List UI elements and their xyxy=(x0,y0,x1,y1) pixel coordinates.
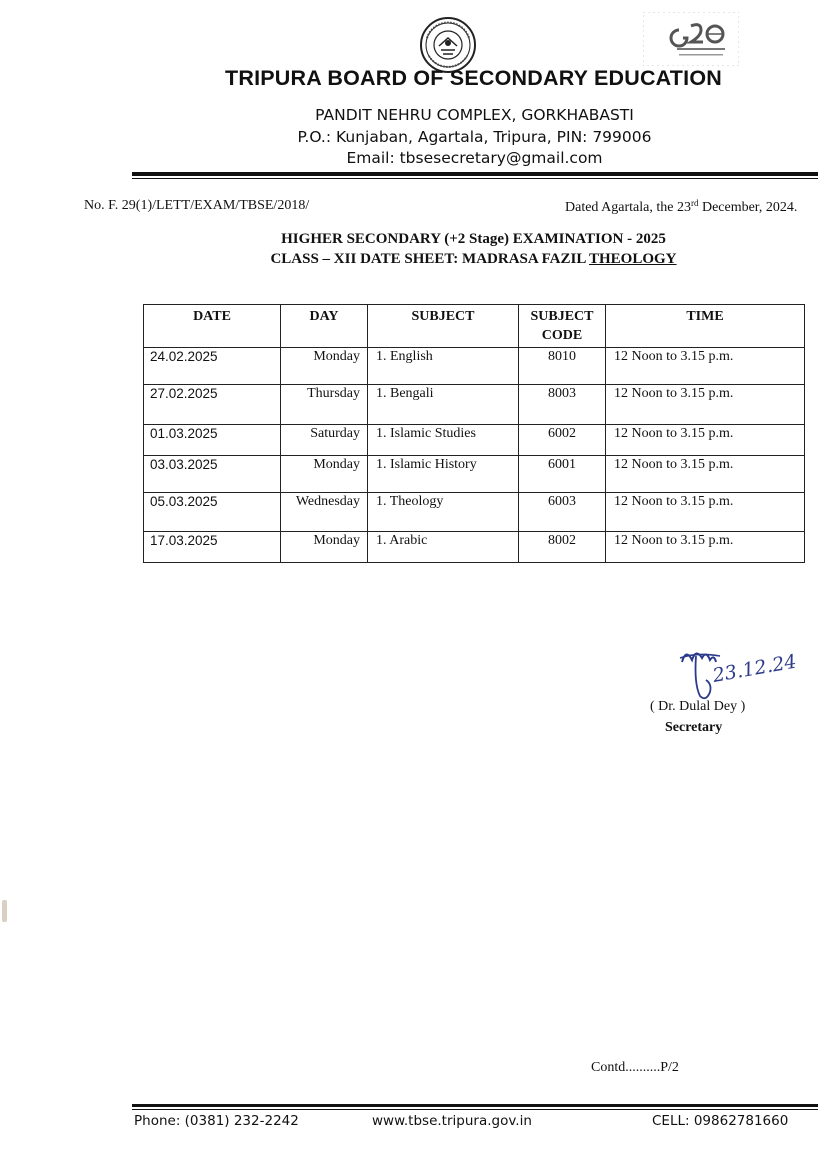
cell-subject: 1. Arabic xyxy=(368,532,519,563)
cell-time: 12 Noon to 3.15 p.m. xyxy=(606,532,805,563)
table-row xyxy=(144,456,805,493)
cell-date: 27.02.2025 xyxy=(144,385,281,425)
cell-code: 6001 xyxy=(519,456,606,493)
header-code-line2: CODE xyxy=(541,328,583,343)
footer-website: www.tbse.tripura.gov.in xyxy=(372,1113,532,1129)
cell-code: 8002 xyxy=(519,532,606,563)
table-row xyxy=(144,532,805,563)
footer-phone: Phone: (0381) 232-2242 xyxy=(134,1113,299,1129)
cell-time: 12 Noon to 3.15 p.m. xyxy=(606,385,805,425)
g20-logo-icon xyxy=(643,12,739,66)
header-subject-code xyxy=(519,305,606,348)
cell-day: Saturday xyxy=(281,425,368,456)
cell-time: 12 Noon to 3.15 p.m. xyxy=(606,456,805,493)
scan-edge-mark xyxy=(2,900,7,922)
date-sheet-heading xyxy=(0,251,827,268)
header-time: TIME xyxy=(606,305,805,348)
cell-time: 12 Noon to 3.15 p.m. xyxy=(606,493,805,532)
handwritten-signature xyxy=(676,644,806,704)
address-line-1: PANDIT NEHRU COMPLEX, GORKHABASTI xyxy=(315,106,634,124)
table-row xyxy=(144,348,805,385)
header-date: DATE xyxy=(144,305,281,348)
cell-time: 12 Noon to 3.15 p.m. xyxy=(606,348,805,385)
cell-subject: 1. Theology xyxy=(368,493,519,532)
signatory-name: ( Dr. Dulal Dey ) xyxy=(650,699,746,714)
date-sheet-table xyxy=(143,304,805,563)
continuation-note: Contd..........P/2 xyxy=(591,1060,679,1075)
address-line-2: P.O.: Kunjaban, Agartala, Tripura, PIN: 799006 xyxy=(297,128,652,146)
dated-ordinal: rd xyxy=(690,198,699,208)
cell-subject: 1. Islamic Studies xyxy=(368,425,519,456)
signature-date: 23.12.24 xyxy=(711,650,799,687)
cell-subject: 1. English xyxy=(368,348,519,385)
cell-day: Thursday xyxy=(281,385,368,425)
reference-number: No. F. 29(1)/LETT/EXAM/TBSE/2018/ xyxy=(84,198,310,213)
signatory-designation: Secretary xyxy=(665,720,723,735)
table-row xyxy=(144,493,805,532)
cell-code: 6002 xyxy=(519,425,606,456)
header-day: DAY xyxy=(281,305,368,348)
cell-code: 8003 xyxy=(519,385,606,425)
header-subject: SUBJECT xyxy=(368,305,519,348)
cell-day: Monday xyxy=(281,348,368,385)
header-code-line1: SUBJECT xyxy=(530,309,594,324)
cell-subject: 1. Islamic History xyxy=(368,456,519,493)
cell-day: Monday xyxy=(281,456,368,493)
footer-divider xyxy=(132,1104,818,1107)
dated-prefix: Dated Agartala, the 23 xyxy=(565,200,691,215)
cell-day: Monday xyxy=(281,532,368,563)
cell-date: 17.03.2025 xyxy=(144,532,281,563)
date-sheet-heading-prefix: CLASS – XII DATE SHEET: MADRASA FAZIL xyxy=(270,251,589,267)
cell-code: 6003 xyxy=(519,493,606,532)
cell-date: 05.03.2025 xyxy=(144,493,281,532)
header-divider-thin xyxy=(132,178,818,179)
cell-date: 03.03.2025 xyxy=(144,456,281,493)
footer-cell: CELL: 09862781660 xyxy=(652,1113,789,1129)
dated-line xyxy=(565,198,797,216)
board-title: TRIPURA BOARD OF SECONDARY EDUCATION xyxy=(225,66,722,90)
dated-suffix: December, 2024. xyxy=(698,200,798,215)
cell-date: 01.03.2025 xyxy=(144,425,281,456)
table-row xyxy=(144,425,805,456)
header-divider xyxy=(132,172,818,176)
cell-time: 12 Noon to 3.15 p.m. xyxy=(606,425,805,456)
date-sheet-heading-stream: THEOLOGY xyxy=(589,251,677,267)
table-header-row xyxy=(144,305,805,348)
cell-day: Wednesday xyxy=(281,493,368,532)
footer-divider-thin xyxy=(132,1109,818,1110)
cell-date: 24.02.2025 xyxy=(144,348,281,385)
email-line: Email: tbsesecretary@gmail.com xyxy=(346,149,603,167)
cell-code: 8010 xyxy=(519,348,606,385)
exam-heading: HIGHER SECONDARY (+2 Stage) EXAMINATION - 2025 xyxy=(281,231,666,247)
table-row xyxy=(144,385,805,425)
cell-subject: 1. Bengali xyxy=(368,385,519,425)
